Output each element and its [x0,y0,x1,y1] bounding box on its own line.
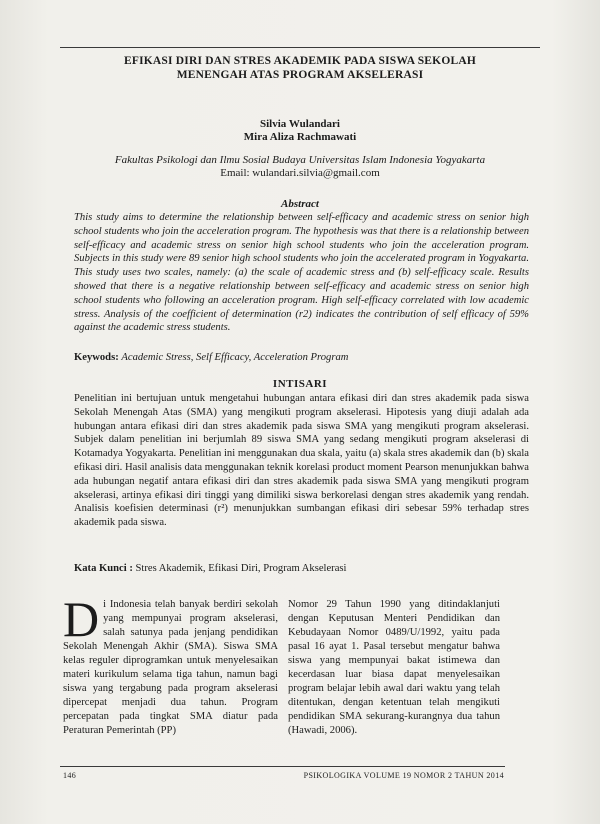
intisari-heading: INTISARI [272,378,328,390]
author-1: Silvia Wulandari [260,118,340,130]
title-line-2: MENENGAH ATAS PROGRAM AKSELERASI [176,69,424,81]
katakunci-line [74,563,534,574]
affiliation-block [0,154,600,180]
title-line-1: EFIKASI DIRI DAN STRES AKADEMIK PADA SISWA SEKOLAH [124,55,476,67]
body-text-left: i Indonesia telah banyak berdiri sekolah yang mempunyai program akselerasi, salah satunya pada jenjang pendidikan Sekolah Menengah Akhir (SMA). Siswa SMA kelas reguler diprogramkan untuk menyelesaikan materi kurikulum selama tiga tahun, namun bagi siswa yang tergabung pada program akselerasi dipercepat menjadi dua tahun. Program percepatan pada tingkat SMA diatur pada Peraturan Pemerintah (PP) [63,599,278,736]
intisari-text: Penelitian ini bertujuan untuk mengetahui hubungan antara efikasi diri dan stres akademik pada siswa Sekolah Menengah Atas (SMA) yang mengikuti program akselerasi. Hipotesis yang diuji adalah ada hubungan antara efikasi diri dan stres akademik pada siswa SMA yang mengikuti program akselerasi. Subjek dalam penelitian ini berjumlah 89 siswa SMA yang sedang mengikuti program akselerasi di Kotamadya Yogyakarta. Penelitian ini menggunakan dua skala, yaitu (a) skala stres akademik dan (b) skala efikasi diri. Hasil analisis data menggunakan teknik korelasi product moment Pearson menunjukkan bahwa ada hubungan negatif antara efikasi diri dan stres akademik pada siswa SMA yang mengikuti program akselerasi, artinya efikasi diri tinggi yang dimiliki siswa berkorelasi dengan stres akademik yang rendah. Analisis koefisien determinasi (r²) menunjukkan sumbangan efikasi diri sebesar 59% terhadap stres akademik pada siswa. [74,393,529,529]
abstract-text: This study aims to determine the relationship between self-efficacy and academic stress on senior high school students who join the acceleration program. The hypothesis was that there is a relationship between self-efficacy and academic stress on senior high school students who join the acceleration program. Subjects in this study were 89 senior high school students who join the accelerated program in Yogyakarta. This study uses two scales, namely: (a) the scale of academic stress and (b) self-efficacy scale. Results showed that there is a negative relationship between self-efficacy and academic stress on senior high school students who following an acceleration program. High self-efficacy correlated with low academic stress. Analysis of the coefficient of determination (r2) indicates the contribution of self efficacy of 59% against the academic stress students. [74,212,529,334]
author-email: Email: wulandari.silvia@gmail.com [220,167,380,179]
journal-footer: PSIKOLOGIKA VOLUME 19 NOMOR 2 TAHUN 2014 [303,771,504,780]
katakunci-text: Stres Akademik, Efikasi Diri, Program Akselerasi [135,563,347,574]
keywords-text: Academic Stress, Self Efficacy, Acceleration Program [121,352,349,363]
drop-cap: D [63,591,100,647]
author-list [0,118,600,144]
paper-title [60,54,540,82]
body-column-right [288,598,500,738]
keywords-line [74,352,534,363]
author-2: Mira Aliza Rachmawati [243,131,357,143]
header-rule [60,47,540,48]
body-text-right: Nomor 29 Tahun 1990 yang ditindaklanjuti dengan Keputusan Menteri Pendidikan dan Kebudayaan Nomor 0489/U/1992, yaitu pada pasal 16 ayat 1. Pasal tersebut mengatur bahwa siswa yang mempunyai bakat istimewa dan kecerdasan luar biasa dapat menyelesaikan program belajar lebih awal dari waktu yang telah ditentukan, dengan ketentuan telah mengikuti pendidikan SMA sekurang-kurangnya dua tahun (Hawadi, 2006). [288,599,500,736]
katakunci-label: Kata Kunci : [74,563,133,574]
abstract-heading: Abstract [281,198,319,210]
affiliation: Fakultas Psikologi dan Ilmu Sosial Budaya Universitas Islam Indonesia Yogyakarta [114,154,486,166]
keywords-label: Keywods: [74,352,119,363]
footer-rule [60,766,505,767]
page-number: 146 [63,771,77,780]
body-column-left [63,591,278,738]
